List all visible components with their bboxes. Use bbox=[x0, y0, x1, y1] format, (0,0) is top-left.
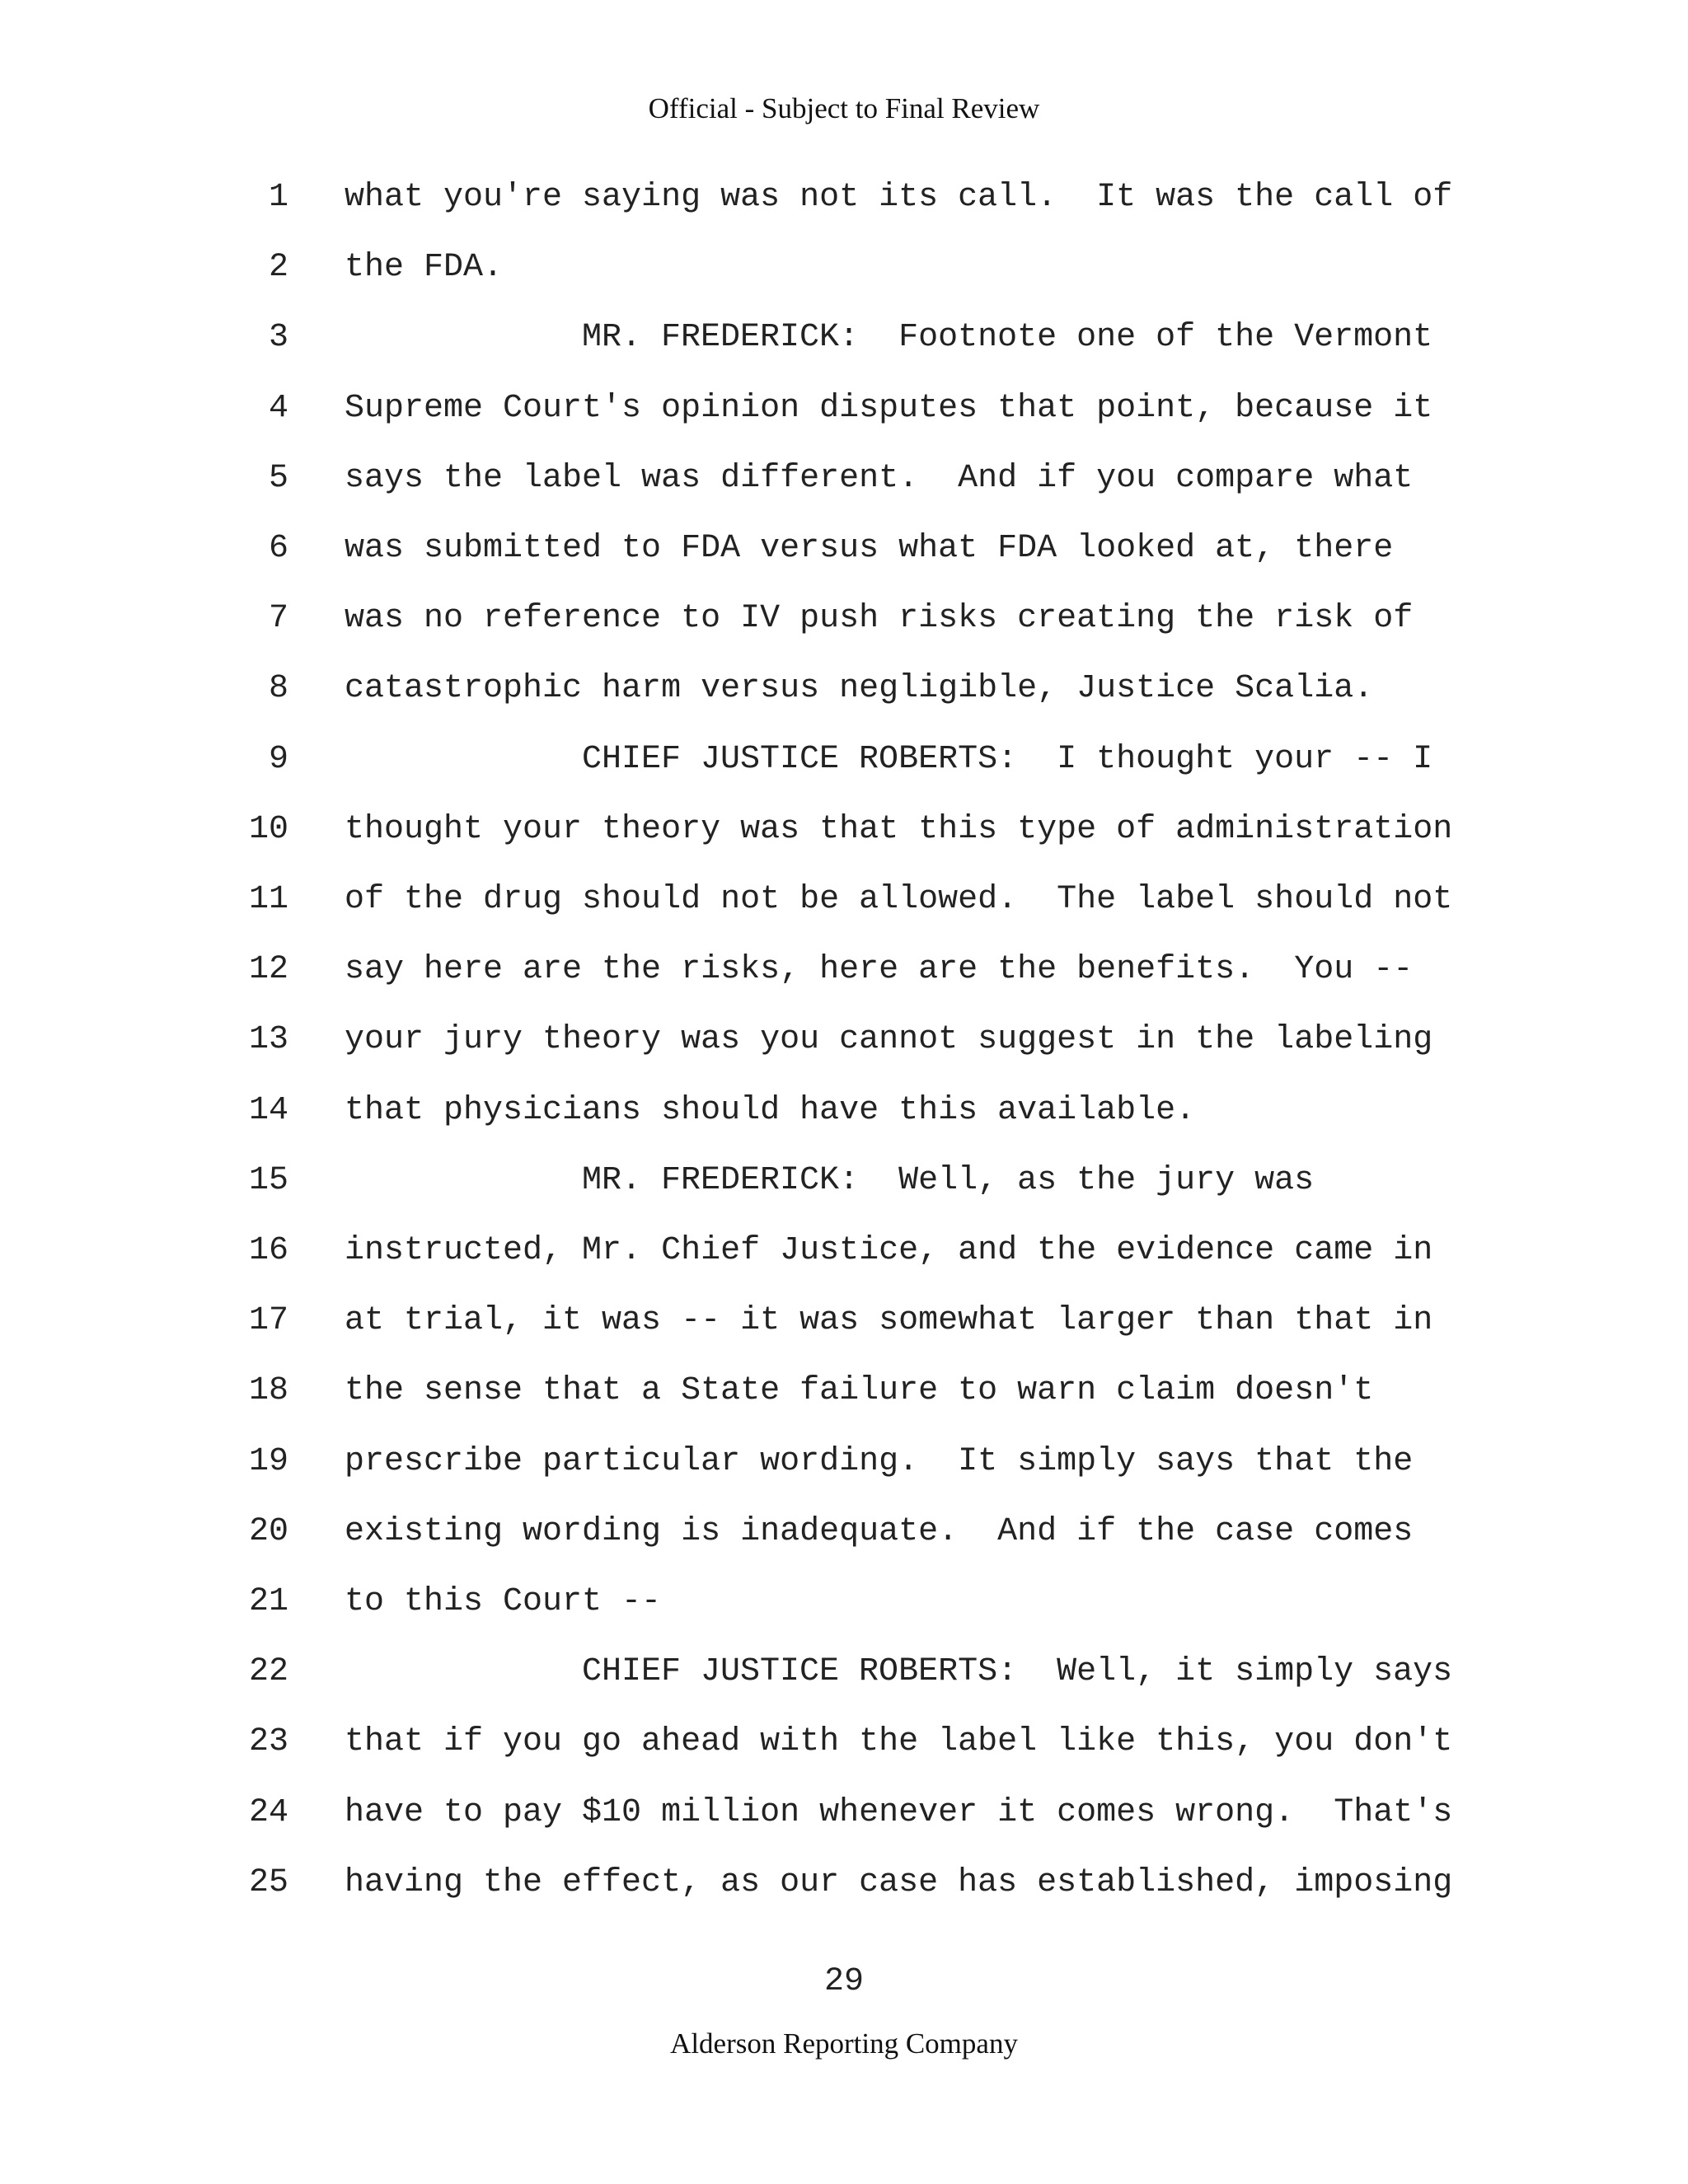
line-text: of the drug should not be allowed. The label should not bbox=[345, 881, 1453, 918]
line-number: 4 bbox=[268, 389, 288, 427]
transcript-line bbox=[0, 805, 1688, 876]
line-text: says the label was different. And if you compare what bbox=[345, 459, 1414, 497]
line-text: instructed, Mr. Chief Justice, and the evidence came in bbox=[345, 1232, 1433, 1269]
line-text: Supreme Court's opinion disputes that point, because it bbox=[345, 389, 1433, 427]
line-text: the FDA. bbox=[345, 249, 504, 287]
line-text: what you're saying was not its call. It was the call of bbox=[345, 179, 1453, 216]
line-text: prescribe particular wording. It simply says that the bbox=[345, 1442, 1414, 1480]
transcript-line bbox=[0, 1086, 1688, 1157]
line-number: 7 bbox=[268, 600, 288, 638]
page-footer: Alderson Reporting Company bbox=[670, 2027, 1018, 2060]
transcript-line bbox=[0, 313, 1688, 384]
line-number: 16 bbox=[248, 1232, 288, 1269]
transcript-line bbox=[0, 384, 1688, 455]
line-number: 24 bbox=[248, 1793, 288, 1831]
line-text: at trial, it was -- it was somewhat larger than that in bbox=[345, 1302, 1433, 1340]
transcript-line bbox=[0, 1858, 1688, 1929]
line-number: 20 bbox=[248, 1512, 288, 1550]
line-text: was no reference to IV push risks creating the risk of bbox=[345, 600, 1414, 638]
transcript-line bbox=[0, 243, 1688, 314]
line-text: your jury theory was you cannot suggest in the labeling bbox=[345, 1021, 1433, 1059]
line-number: 14 bbox=[248, 1091, 288, 1129]
line-number: 10 bbox=[248, 810, 288, 848]
transcript-line bbox=[0, 945, 1688, 1016]
line-number: 19 bbox=[248, 1442, 288, 1480]
line-number: 17 bbox=[248, 1302, 288, 1340]
transcript-line bbox=[0, 1507, 1688, 1578]
transcript-line bbox=[0, 1366, 1688, 1437]
line-text: that physicians should have this available. bbox=[345, 1091, 1196, 1129]
line-text: having the effect, as our case has established, imposing bbox=[345, 1863, 1453, 1901]
line-number: 5 bbox=[268, 459, 288, 497]
line-number: 15 bbox=[248, 1161, 288, 1199]
page-header: Official - Subject to Final Review bbox=[648, 92, 1040, 124]
line-number: 9 bbox=[268, 740, 288, 778]
line-number: 18 bbox=[248, 1372, 288, 1410]
speaker-line-text: MR. FREDERICK: Footnote one of the Vermont bbox=[582, 319, 1433, 357]
line-number: 6 bbox=[268, 530, 288, 567]
line-text: have to pay $10 million whenever it comes wrong. That's bbox=[345, 1793, 1453, 1831]
transcript-line bbox=[0, 1437, 1688, 1508]
line-number: 13 bbox=[248, 1021, 288, 1059]
line-text: existing wording is inadequate. And if the case comes bbox=[345, 1512, 1414, 1550]
transcript-line bbox=[0, 664, 1688, 735]
speaker-line-text: CHIEF JUSTICE ROBERTS: I thought your -- I bbox=[582, 740, 1433, 778]
transcript-line bbox=[0, 1156, 1688, 1227]
page-number: 29 bbox=[823, 1963, 864, 2000]
line-number: 2 bbox=[268, 249, 288, 287]
transcript-line bbox=[0, 1718, 1688, 1788]
line-number: 12 bbox=[248, 951, 288, 989]
line-text: catastrophic harm versus negligible, Justice Scalia. bbox=[345, 670, 1374, 708]
line-number: 11 bbox=[248, 881, 288, 918]
line-number: 8 bbox=[268, 670, 288, 708]
transcript-line bbox=[0, 173, 1688, 244]
transcript-line bbox=[0, 1015, 1688, 1086]
line-text: was submitted to FDA versus what FDA looked at, there bbox=[345, 530, 1394, 567]
transcript-line bbox=[0, 1788, 1688, 1859]
transcript-line bbox=[0, 875, 1688, 946]
transcript-line bbox=[0, 594, 1688, 665]
line-number: 21 bbox=[248, 1583, 288, 1620]
transcript-line bbox=[0, 735, 1688, 806]
transcript-line bbox=[0, 524, 1688, 595]
line-number: 25 bbox=[248, 1863, 288, 1901]
transcript-line bbox=[0, 454, 1688, 525]
line-number: 22 bbox=[248, 1653, 288, 1691]
line-text: thought your theory was that this type of administration bbox=[345, 810, 1453, 848]
speaker-line-text: CHIEF JUSTICE ROBERTS: Well, it simply says bbox=[582, 1653, 1453, 1691]
speaker-line-text: MR. FREDERICK: Well, as the jury was bbox=[582, 1161, 1315, 1199]
transcript-line bbox=[0, 1647, 1688, 1718]
transcript-line bbox=[0, 1577, 1688, 1648]
line-number: 23 bbox=[248, 1723, 288, 1761]
line-number: 1 bbox=[268, 179, 288, 216]
line-text: the sense that a State failure to warn claim doesn't bbox=[345, 1372, 1374, 1410]
transcript-line bbox=[0, 1296, 1688, 1367]
line-text: to this Court -- bbox=[345, 1583, 662, 1620]
line-text: say here are the risks, here are the benefits. You -- bbox=[345, 951, 1414, 989]
transcript-line bbox=[0, 1226, 1688, 1297]
line-text: that if you go ahead with the label like this, you don't bbox=[345, 1723, 1453, 1761]
line-number: 3 bbox=[268, 319, 288, 357]
